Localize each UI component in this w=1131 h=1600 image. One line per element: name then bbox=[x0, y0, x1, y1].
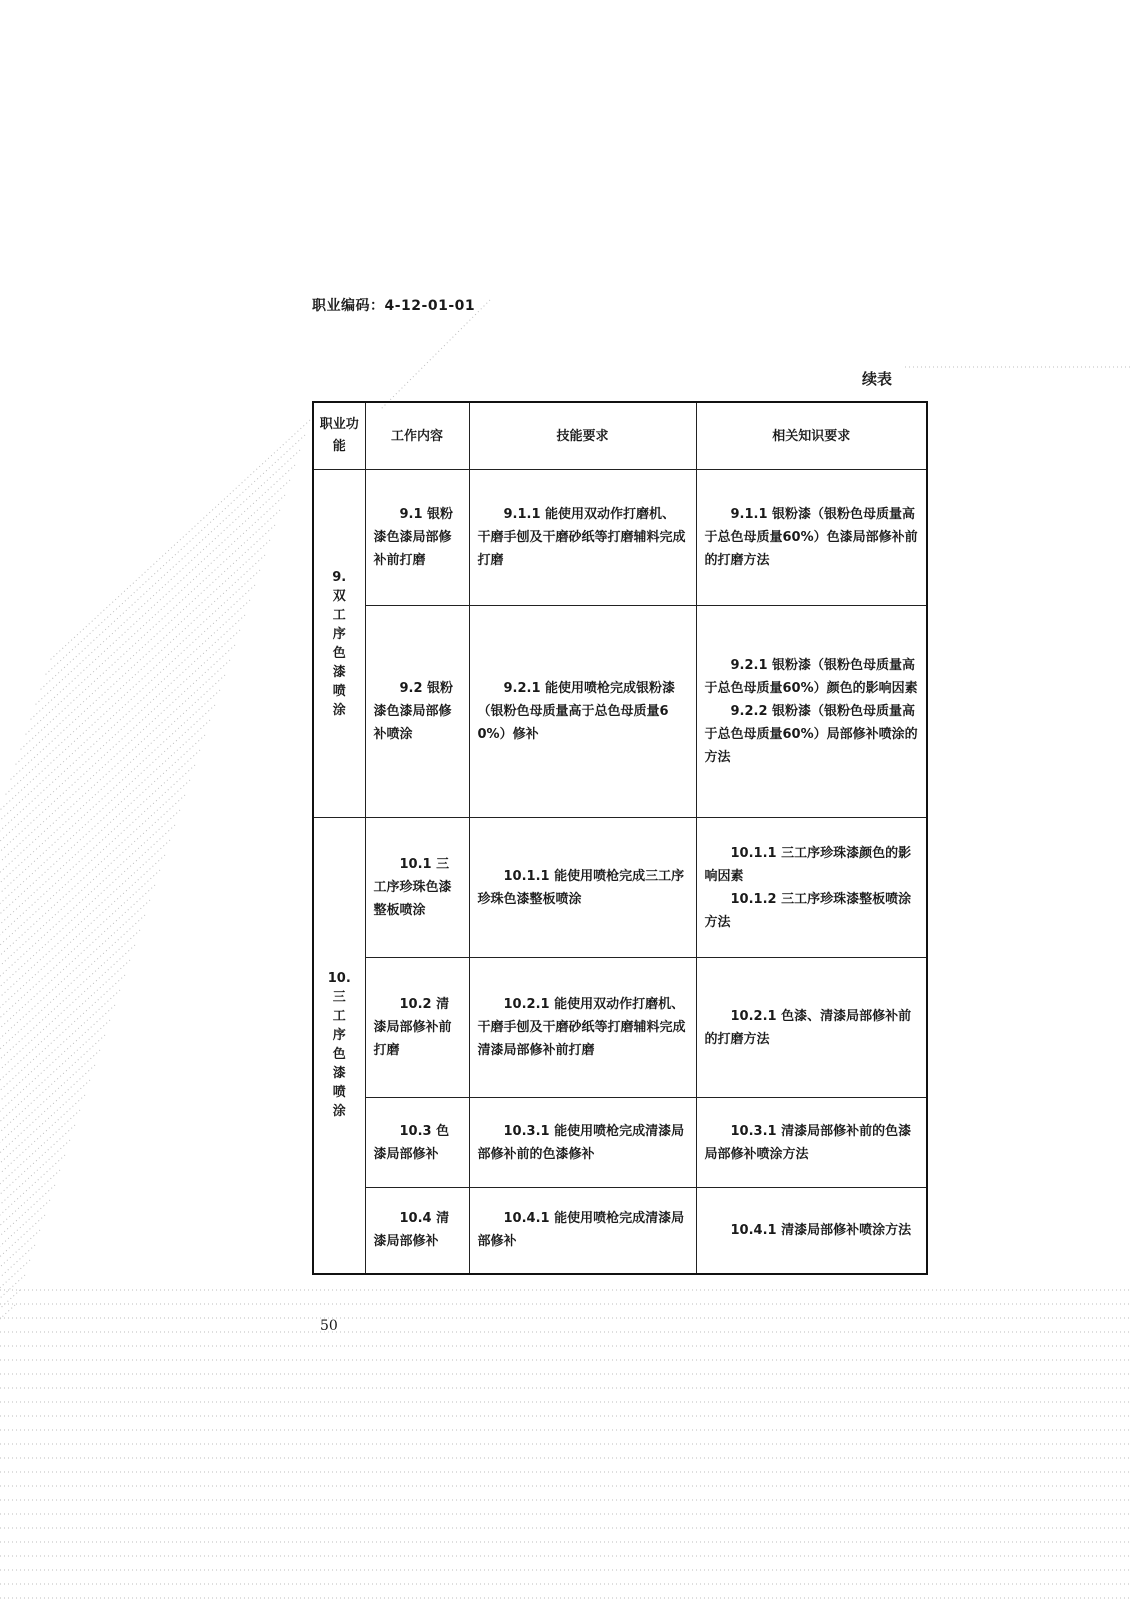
work-content-cell: 10.1 三工序珍珠色漆整板喷涂 bbox=[365, 818, 469, 958]
column-header-skill-requirements: 技能要求 bbox=[469, 402, 696, 470]
knowledge-cell: 9.1.1 银粉漆（银粉色母质量高于总色母质量60%）色漆局部修补前的打磨方法 bbox=[696, 470, 927, 606]
column-header-knowledge-requirements: 相关知识要求 bbox=[696, 402, 927, 470]
function-title: 三工序色漆喷涂 bbox=[332, 990, 346, 1120]
knowledge-cell bbox=[696, 606, 927, 818]
function-cell-10 bbox=[313, 818, 365, 1274]
table-row bbox=[313, 606, 927, 818]
table-row bbox=[313, 818, 927, 958]
skill-cell: 9.1.1 能使用双动作打磨机、干磨手刨及干磨砂纸等打磨辅料完成打磨 bbox=[469, 470, 696, 606]
knowledge-item: 9.2.1 银粉漆（银粉色母质量高于总色母质量60%）颜色的影响因素 bbox=[704, 658, 918, 696]
page-number: 50 bbox=[320, 1318, 338, 1334]
work-content-cell: 10.4 清漆局部修补 bbox=[365, 1188, 469, 1274]
knowledge-item: 10.1.1 三工序珍珠漆颜色的影响因素 bbox=[704, 845, 912, 884]
skill-cell: 10.1.1 能使用喷枪完成三工序珍珠色漆整板喷涂 bbox=[469, 818, 696, 958]
knowledge-item: 10.1.2 三工序珍珠漆整板喷涂方法 bbox=[704, 891, 912, 930]
skills-requirements-table bbox=[312, 401, 928, 1275]
table-row bbox=[313, 470, 927, 606]
column-header-work-content: 工作内容 bbox=[365, 402, 469, 470]
skill-cell: 10.4.1 能使用喷枪完成清漆局部修补 bbox=[469, 1188, 696, 1274]
table-row bbox=[313, 1098, 927, 1188]
knowledge-cell: 10.2.1 色漆、清漆局部修补前的打磨方法 bbox=[696, 958, 927, 1098]
work-content-cell: 10.3 色漆局部修补 bbox=[365, 1098, 469, 1188]
function-cell-9 bbox=[313, 470, 365, 818]
skill-cell: 10.3.1 能使用喷枪完成清漆局部修补前的色漆修补 bbox=[469, 1098, 696, 1188]
continued-label: 续表 bbox=[862, 370, 893, 388]
function-number: 9. bbox=[332, 569, 347, 585]
knowledge-cell bbox=[696, 818, 927, 958]
table-row bbox=[313, 958, 927, 1098]
column-header-function: 职业功能 bbox=[313, 402, 365, 470]
skill-cell: 9.2.1 能使用喷枪完成银粉漆（银粉色母质量高于总色母质量60%）修补 bbox=[469, 606, 696, 818]
work-content-cell: 10.2 清漆局部修补前打磨 bbox=[365, 958, 469, 1098]
function-title: 双工序色漆喷涂 bbox=[332, 588, 346, 718]
knowledge-item: 9.2.2 银粉漆（银粉色母质量高于总色母质量60%）局部修补喷涂的方法 bbox=[704, 704, 918, 765]
table-header-row bbox=[313, 402, 927, 470]
work-content-cell: 9.1 银粉漆色漆局部修补前打磨 bbox=[365, 470, 469, 606]
table-row bbox=[313, 1188, 927, 1274]
function-number: 10. bbox=[327, 971, 351, 987]
skill-cell: 10.2.1 能使用双动作打磨机、干磨手刨及干磨砂纸等打磨辅料完成清漆局部修补前打磨 bbox=[469, 958, 696, 1098]
knowledge-cell: 10.3.1 清漆局部修补前的色漆局部修补喷涂方法 bbox=[696, 1098, 927, 1188]
knowledge-cell: 10.4.1 清漆局部修补喷涂方法 bbox=[696, 1188, 927, 1274]
occupation-code: 职业编码：4-12-01-01 bbox=[312, 298, 476, 314]
work-content-cell: 9.2 银粉漆色漆局部修补喷涂 bbox=[365, 606, 469, 818]
